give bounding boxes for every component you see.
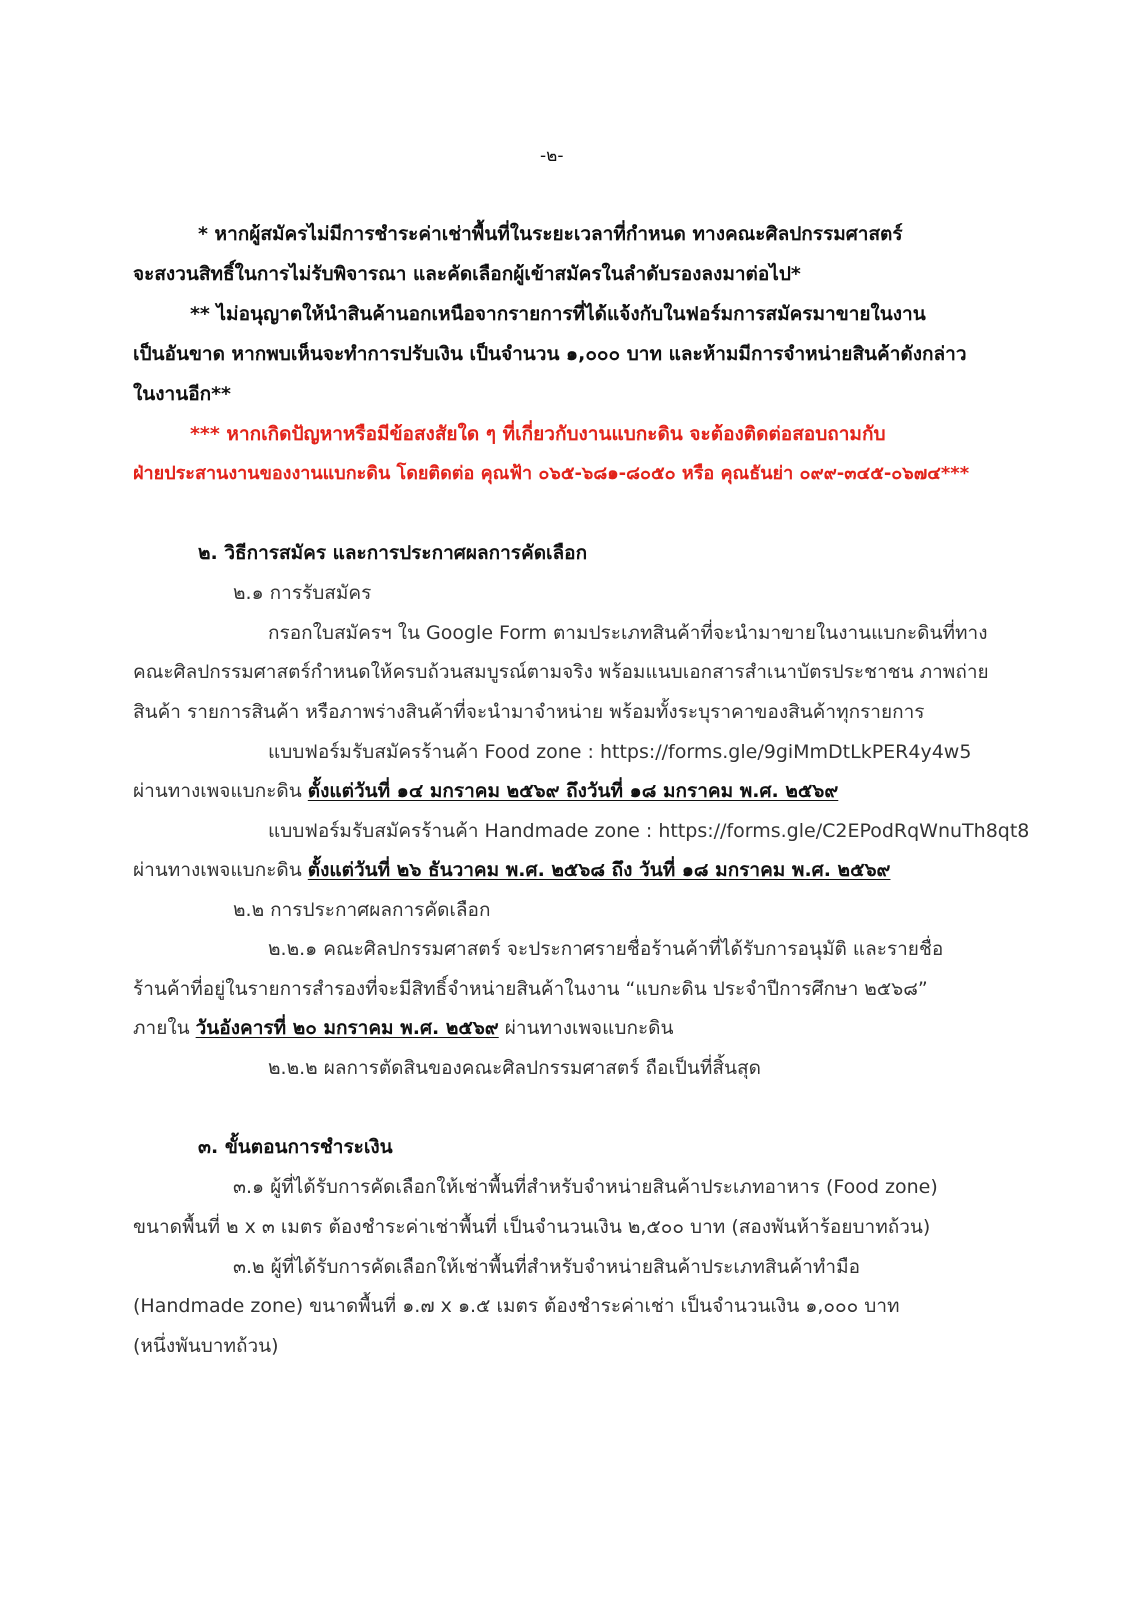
section-3-2-line-3: (หนึ่งพันบาทถ้วน) — [133, 1335, 279, 1357]
handmade-zone-dates: ตั้งแต่วันที่ ๒๖ ธันวาคม พ.ศ. ๒๕๖๘ ถึง วันที่ ๑๘ มกราคม พ.ศ. ๒๕๖๙ — [307, 859, 891, 881]
section-2-2-2-line: ๒.๒.๒ ผลการตัดสินของคณะศิลปกรรมศาสตร์ ถือเป็นที่สิ้นสุด — [268, 1057, 761, 1079]
section-2-2-heading: ๒.๒ การประกาศผลการคัดเลือก — [233, 899, 491, 921]
food-zone-form-link[interactable]: แบบฟอร์มรับสมัครร้านค้า Food zone : https://forms.gle/9giMmDtLkPER4y4w5 — [268, 741, 972, 763]
food-zone-dates: ตั้งแต่วันที่ ๑๔ มกราคม ๒๕๖๙ ถึงวันที่ ๑๘ มกราคม พ.ศ. ๒๕๖๙ — [307, 780, 839, 802]
section-2-heading: ๒. วิธีการสมัคร และการประกาศผลการคัดเลือก — [198, 542, 588, 564]
section-3-heading: ๓. ขั้นตอนการชำระเงิน — [198, 1136, 393, 1158]
note-2-line-3: ในงานอีก** — [133, 383, 231, 405]
note-3-line-2: ฝ่ายประสานงานของงานแบกะดิน โดยติดต่อ คุณฟ้า ๐๖๕-๖๘๑-๘๐๕๐ หรือ คุณธันย่า ๐๙๙-๓๔๕-๐๖๗๔*** — [133, 463, 970, 484]
section-3-1-line-2: ขนาดพื้นที่ ๒ x ๓ เมตร ต้องชำระค่าเช่าพื้นที่ เป็นจำนวนเงิน ๒,๕๐๐ บาท (สองพันห้าร้อยบาทถ้วน) — [133, 1216, 931, 1238]
food-zone-via: ผ่านทางเพจแบกะดิน — [133, 780, 308, 802]
announce-date: วันอังคารที่ ๒๐ มกราคม พ.ศ. ๒๕๖๙ — [195, 1017, 499, 1039]
note-2-line-1: ** ไม่อนุญาตให้นำสินค้านอกเหนือจากรายการที่ได้แจ้งกับในฟอร์มการสมัครมาขายในงาน — [190, 303, 926, 325]
section-2-2-1-line-2: ร้านค้าที่อยู่ในรายการสำรองที่จะมีสิทธิ์จำหน่ายสินค้าในงาน “แบกะดิน ประจำปีการศึกษา ๒๕๖๘” — [133, 978, 928, 1000]
handmade-zone-form-link[interactable]: แบบฟอร์มรับสมัครร้านค้า Handmade zone : https://forms.gle/C2EPodRqWnuTh8qt8 — [268, 820, 1030, 842]
section-2-1-line-3: สินค้า รายการสินค้า หรือภาพร่างสินค้าที่จะนำมาจำหน่าย พร้อมทั้งระบุราคาของสินค้าทุกรายการ — [133, 701, 925, 723]
note-2-line-2: เป็นอันขาด หากพบเห็นจะทำการปรับเงิน เป็นจำนวน ๑,๐๐๐ บาท และห้ามมีการจำหน่ายสินค้าดังกล่าว — [133, 343, 967, 365]
section-3-1-line-1: ๓.๑ ผู้ที่ได้รับการคัดเลือกให้เช่าพื้นที่สำหรับจำหน่ายสินค้าประเภทอาหาร (Food zone) — [233, 1176, 938, 1198]
section-3-2-line-1: ๓.๒ ผู้ที่ได้รับการคัดเลือกให้เช่าพื้นที่สำหรับจำหน่ายสินค้าประเภทสินค้าทำมือ — [233, 1256, 861, 1278]
note-1-line-2: จะสงวนสิทธิ์ในการไม่รับพิจารณา และคัดเลือกผู้เข้าสมัครในลำดับรองลงมาต่อไป* — [133, 263, 801, 285]
handmade-zone-via: ผ่านทางเพจแบกะดิน — [133, 859, 308, 881]
announce-via: ผ่านทางเพจแบกะดิน — [498, 1017, 674, 1039]
note-1-line-1: * หากผู้สมัครไม่มีการชำระค่าเช่าพื้นที่ในระยะเวลาที่กำหนด ทางคณะศิลปกรรมศาสตร์ — [198, 223, 903, 245]
section-3-2-line-2: (Handmade zone) ขนาดพื้นที่ ๑.๗ x ๑.๕ เมตร ต้องชำระค่าเช่า เป็นจำนวนเงิน ๑,๐๐๐ บาท — [133, 1295, 900, 1317]
section-2-1-line-1: กรอกใบสมัครฯ ใน Google Form ตามประเภทสินค้าที่จะนำมาขายในงานแบกะดินที่ทาง — [268, 622, 988, 644]
handmade-zone-dates-line — [133, 857, 890, 883]
note-3-line-1: *** หากเกิดปัญหาหรือมีข้อสงสัยใด ๆ ที่เกี่ยวกับงานแบกะดิน จะต้องติดต่อสอบถามกับ — [190, 423, 886, 445]
section-2-2-1-line-3 — [133, 1015, 674, 1041]
announce-within: ภายใน — [133, 1017, 196, 1039]
page-number: -๒- — [540, 146, 564, 166]
food-zone-dates-line — [133, 778, 838, 804]
section-2-2-1-line-1: ๒.๒.๑ คณะศิลปกรรมศาสตร์ จะประกาศรายชื่อร้านค้าที่ได้รับการอนุมัติ และรายชื่อ — [268, 938, 944, 960]
section-2-1-line-2: คณะศิลปกรรมศาสตร์กำหนดให้ครบถ้วนสมบูรณ์ตามจริง พร้อมแนบเอกสารสำเนาบัตรประชาชน ภาพถ่าย — [133, 661, 989, 683]
section-2-1-heading: ๒.๑ การรับสมัคร — [233, 582, 372, 604]
